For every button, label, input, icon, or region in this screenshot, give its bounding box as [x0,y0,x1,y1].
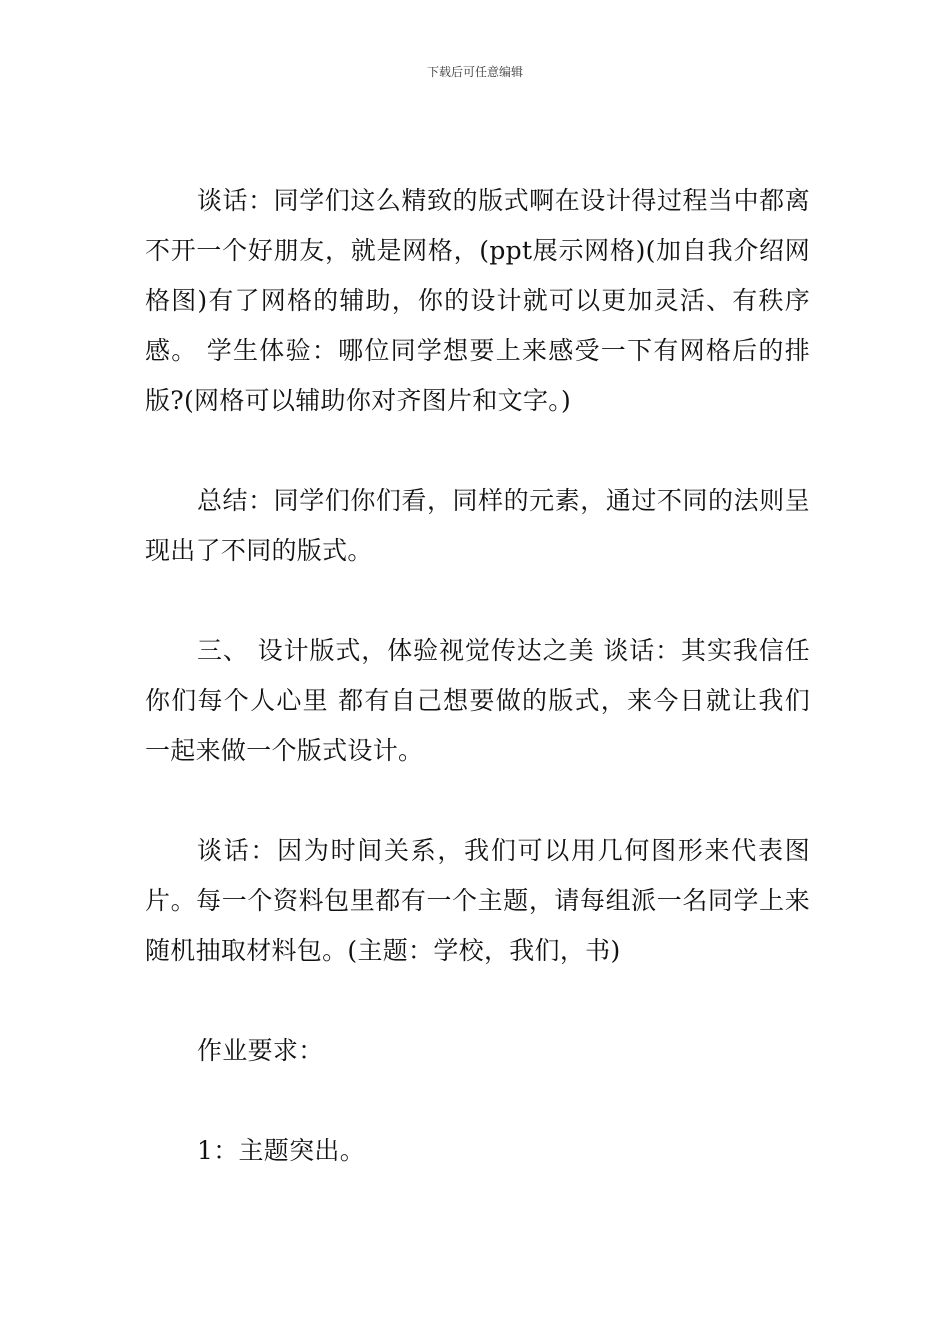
paragraph-section-three: 三、 设计版式，体验视觉传达之美 谈话：其实我信任你们每个人心里 都有自己想要做的版式，来今日就让我们一起来做一个版式设计。 [145,636,810,765]
page-header: 下载后可任意编辑 [426,65,523,79]
paragraph-summary: 总结：同学们你们看，同样的元素，通过不同的法则呈现出了不同的版式。 [145,486,810,565]
paragraph-grid-discussion: 谈话：同学们这么精致的版式啊在设计得过程当中都离不开一个好朋友，就是网格，(ppt展示网格)(加自我介绍网格图)有了网格的辅助，你的设计就可以更加灵活、有秩序感。 学生体验：哪位同学想要上来感受一下有网格后的排版?(网格可以辅助你对齐图片和文字。) [145,186,810,415]
paragraph-homework-heading: 作业要求： [197,1036,324,1065]
paragraph-requirement-1: 1：主题突出。 [197,1136,366,1165]
paragraph-material-package: 谈话：因为时间关系，我们可以用几何图形来代表图片。每一个资料包里都有一个主题，请每组派一名同学上来随机抽取材料包。(主题：学校，我们，书) [145,836,810,965]
document-body [145,176,810,1176]
